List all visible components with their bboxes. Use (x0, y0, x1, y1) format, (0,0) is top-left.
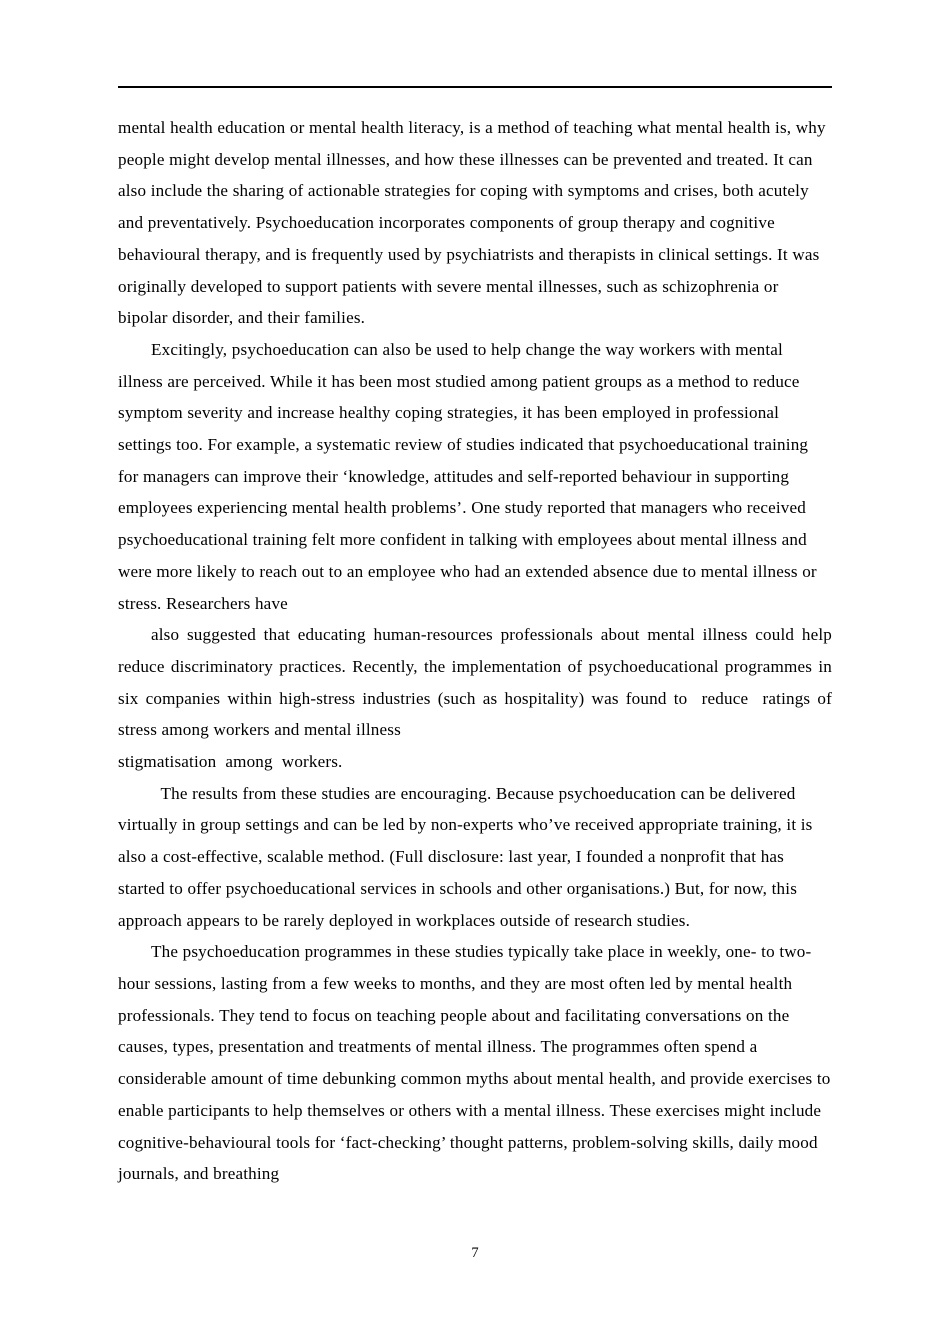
paragraph-programme-structure: The psychoeducation programmes in these studies typically take place in weekly, one- to two-hour sessions, lasting from a few weeks to months, and they are most often led by mental health professionals. They tend to focus on teaching people about and facilitating conversations on the causes, types, presentation and treatments of mental illness. The programmes often spend a considerable amount of time debunking common myths about mental health, and provide exercises to enable participants to help themselves or others with a mental illness. These exercises might include cognitive-behavioural tools for ‘fact-checking’ thought patterns, problem-solving skills, daily mood journals, and breathing (118, 942, 836, 1184)
paragraph-text-tail: stigmatisation among workers. (118, 752, 343, 772)
paragraph-results-encouraging: The results from these studies are encouraging. Because psychoeducation can be delivered virtually in group settings and can be led by non-experts who’ve received appropriate training, it is also a cost-effective, scalable method. (Full disclosure: last year, I founded a nonprofit that has started to offer psychoeducational services in schools and other organisations.) But, for now, this approach appears to be rarely deployed in workplaces outside of research studies. (118, 783, 818, 930)
page-number: 7 (471, 1245, 479, 1261)
paragraph-text-justified: also suggested that educating human-resources professionals about mental illness could help reduce discriminatory practices. Recently, the implementation of psychoeducational programmes in six companies within high-stress industries (such as hospitality) was found to reduce ratings of stress among workers and mental illness (118, 625, 837, 740)
paragraph-workplace-perception-head (118, 334, 837, 778)
paragraph-psychoeducation-definition: mental health education or mental health literacy, is a method of teaching what mental health is, why people might develop mental illnesses, and how these illnesses can be prevented and treated. It can also include the sharing of actionable strategies for coping with symptoms and crises, both acutely and preventatively. Psychoeducation incorporates components of group therapy and cognitive behavioural therapy, and is frequently used by psychiatrists and therapists in clinical settings. It was originally developed to support patients with severe mental illnesses, such as schizophrenia or bipolar disorder, and their families. (118, 118, 831, 328)
header-rule-divider (118, 86, 832, 88)
document-body (118, 112, 837, 1190)
paragraph-text-head: Excitingly, psychoeducation can also be used to help change the way workers with mental illness are perceived. While it has been most studied among patient groups as a method to reduce symptom severity and increase healthy coping strategies, it has been employed in professional settings too. For example, a systematic review of studies indicated that psychoeducational training for managers can improve their ‘knowledge, attitudes and self-reported behaviour in supporting employees experiencing mental health problems’. One study reported that managers who received psychoeducational training felt more confident in talking with employees about mental illness and were more likely to reach out to an employee who had an extended absence due to mental illness or stress. Researchers have (118, 339, 822, 613)
